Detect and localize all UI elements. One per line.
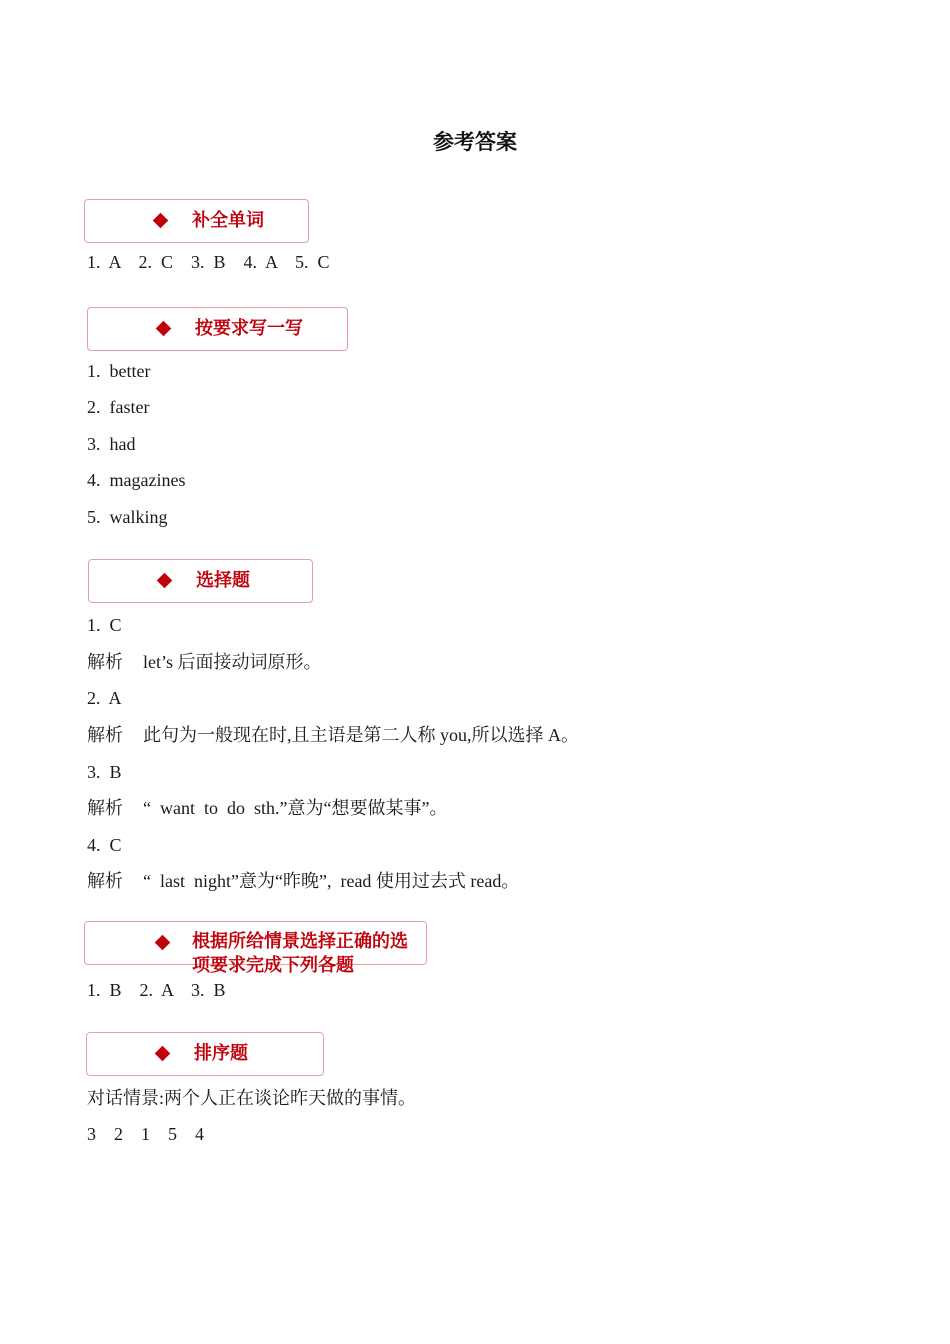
section-heading: 选择题 [196,570,250,591]
answer-line: 2. faster [87,397,150,417]
explanation-label: 解析 [87,798,123,818]
diamond-icon [155,1046,171,1062]
section-header-situation [84,921,427,976]
section-header-ordering [86,1032,324,1076]
answer-line: 5. walking [87,507,168,527]
explanation-label: 解析 [87,725,123,745]
explanation-text: “ want to do sth.”意为“想要做某事”。 [143,798,448,818]
section-heading: 排序题 [194,1043,248,1064]
answer-line: 1. C [87,615,122,635]
section-heading: 根据所给情景选择正确的选项要求完成下列各题 [192,931,408,976]
answer-line: 1. A 2. C 3. B 4. A 5. C [87,252,330,272]
section-heading: 按要求写一写 [195,318,303,339]
page-title: 参考答案 [433,130,517,154]
answer-line: 1. better [87,361,151,381]
answer-line: 3. had [87,434,136,454]
answer-line: 4. magazines [87,470,186,490]
explanation-label: 解析 [87,871,123,891]
answer-line: 3 2 1 5 4 [87,1124,204,1144]
section-header-choice [88,559,313,603]
explanation-text: 此句为一般现在时,且主语是第二人称 you,所以选择 A。 [143,725,579,745]
context-line: 对话情景:两个人正在谈论昨天做的事情。 [87,1088,416,1108]
explanation-label: 解析 [87,652,123,672]
section-header-fill-words [84,199,309,243]
section-heading: 补全单词 [192,210,264,231]
explanation-line [87,650,322,674]
explanation-text: “ last night”意为“昨晚”, read 使用过去式 read。 [143,871,520,891]
answer-line: 1. B 2. A 3. B [87,980,226,1000]
answer-line: 4. C [87,835,122,855]
explanation-line [87,796,447,820]
answer-line: 2. A [87,688,122,708]
diamond-icon [155,935,171,951]
diamond-icon [157,573,173,589]
diamond-icon [153,213,169,229]
explanation-line [87,723,579,747]
answer-line: 3. B [87,762,122,782]
diamond-icon [156,321,172,337]
explanation-text: let’s 后面接动词原形。 [143,652,322,672]
explanation-line [87,869,519,893]
section-header-write [87,307,348,351]
